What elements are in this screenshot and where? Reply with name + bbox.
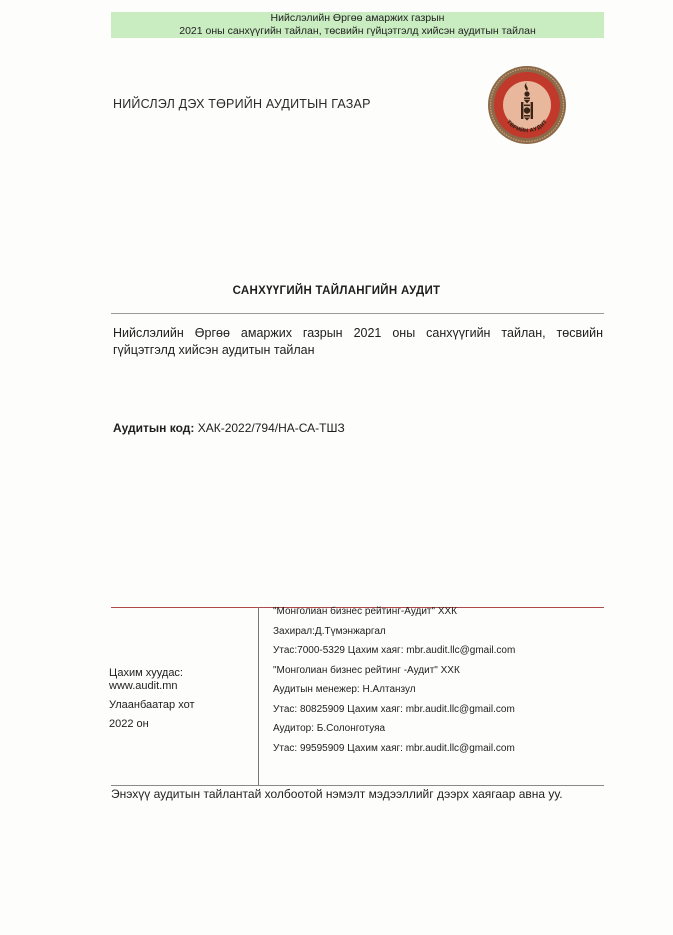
contact-right-column xyxy=(273,605,603,761)
auditor: Аудитор: Б.Солонготуяа xyxy=(273,723,386,734)
audit-code xyxy=(113,421,345,435)
report-description: Нийслэлийн Өргөө амаржих газрын 2021 оны санхүүгийн тайлан, төсвийн гүйцэтгэлд хийсэн аудитын тайлан xyxy=(113,326,603,357)
audit-manager-contact: Утас: 80825909 Цахим хаяг: mbr.audit.llc@gmail.com xyxy=(273,703,515,715)
audit-code-value: ХАК-2022/794/НА-СА-ТШЗ xyxy=(197,421,345,435)
contact-box-bottom-rule xyxy=(111,785,604,786)
seal-text: ТӨРИЙН АУДИТ xyxy=(505,119,549,135)
organization-name: НИЙСЛЭЛ ДЭХ ТӨРИЙН АУДИТЫН ГАЗАР xyxy=(113,97,371,111)
header-band xyxy=(111,12,604,38)
state-audit-seal xyxy=(487,65,567,145)
title-divider xyxy=(111,313,604,314)
firm-name-2: "Монголиан бизнес рейтинг -Аудит" ХХК xyxy=(273,664,460,676)
year: 2022 он xyxy=(109,718,149,730)
auditor-contact: Утас: 99595909 Цахим хаяг: mbr.audit.llc@gmail.com xyxy=(273,742,515,754)
city: Улаанбаатар хот xyxy=(109,699,195,711)
section-title: САНХҮҮГИЙН ТАЙЛАНГИЙН АУДИТ xyxy=(232,285,441,297)
firm-name-1: "Монголиан бизнес рейтинг-Аудит" ХХК xyxy=(273,606,457,617)
header-line-1: Нийслэлийн Өргөө амаржих газрын xyxy=(270,12,445,24)
contact-left-column xyxy=(109,667,254,731)
director: Захирал:Д.Түмэнжаргал xyxy=(273,625,386,637)
director-contact: Утас:7000-5329 Цахим хаяг: mbr.audit.llc@gmail.com xyxy=(273,645,516,656)
header-line-2: 2021 оны санхүүгийн тайлан, төсвийн гүйцэтгэлд хийсэн аудитын тайлан xyxy=(179,24,536,37)
audit-code-label: Аудитын код: xyxy=(113,421,195,435)
website-label: Цахим хуудас: xyxy=(109,667,183,679)
footer-note: Энэхүү аудитын тайлантай холбоотой нэмэлт мэдээллийг дээрх хаягаар авна уу. xyxy=(111,787,563,801)
audit-manager: Аудитын менежер: Н.Алтанзул xyxy=(273,684,416,695)
contact-box-divider xyxy=(258,607,259,785)
website-url[interactable]: www.audit.mn xyxy=(109,680,178,692)
